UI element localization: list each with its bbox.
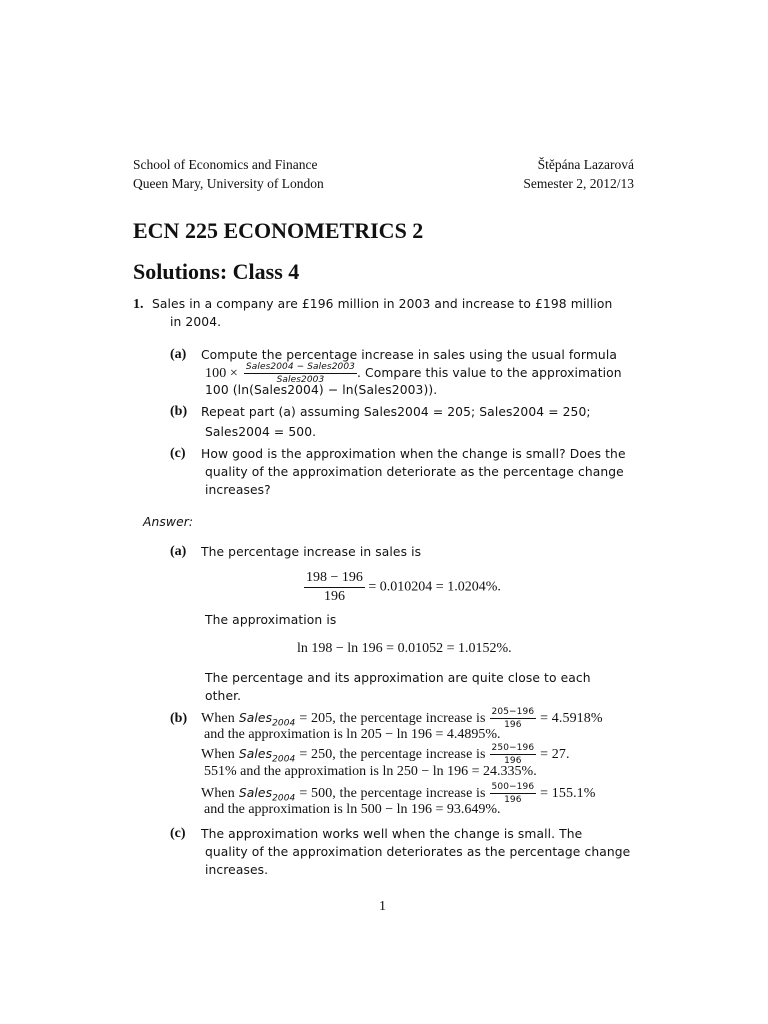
- equation1-denominator: 196: [323, 589, 345, 604]
- equation1-numerator: 198 − 196: [304, 570, 365, 588]
- b-line1-mid: = 205, the percentage increase is: [299, 711, 486, 726]
- question-a-formula: [205, 362, 622, 385]
- b-line5-denominator: 196: [504, 795, 522, 805]
- b-line5-when: When: [201, 786, 235, 801]
- answer-a-equation1: [304, 570, 501, 605]
- question-c-line3: increases?: [205, 483, 271, 497]
- question-text-line1: Sales in a company are £196 million in 2003 and increase to £198 million: [152, 297, 613, 311]
- semester: Semester 2, 2012/13: [523, 176, 634, 191]
- solutions-title: Solutions: Class 4: [133, 259, 300, 284]
- answer-b-line2: and the approximation is ln 205 − ln 196 = 4.4895%.: [204, 727, 501, 742]
- b-line3-when: When: [201, 747, 235, 762]
- question-c-line1: How good is the approximation when the change is small? Does the: [201, 447, 626, 461]
- b-line5-sales-var: Sales$_{2004}$: [238, 786, 296, 804]
- b-line1-denominator: 196: [504, 720, 522, 730]
- answer-a-line1: The percentage increase in sales is: [201, 545, 422, 559]
- b-line1-sales-var: Sales$_{2004}$: [238, 711, 296, 729]
- b-line1-result: = 4.5918%: [540, 711, 603, 726]
- course-title: ECN 225 ECONOMETRICS 2: [133, 218, 424, 243]
- answer-a-line4: other.: [205, 689, 242, 703]
- b-line3-numerator: 250−196: [491, 743, 535, 753]
- author-name: Štěpána Lazarová: [537, 157, 634, 172]
- b-line5-result: = 155.1%: [540, 786, 596, 801]
- answer-b-label: (b): [170, 711, 188, 726]
- answer-a-line3: The percentage and its approximation are quite close to each: [205, 671, 591, 685]
- question-c-label: (c): [170, 446, 186, 461]
- formula-denominator: Sales2003: [276, 375, 325, 385]
- answer-c-line2: quality of the approximation deteriorates as the percentage change: [205, 845, 631, 859]
- question-number: 1.: [133, 297, 144, 312]
- question-a-line2-suffix: . Compare this value to the approximation: [357, 366, 622, 380]
- question-b-line1: Repeat part (a) assuming Sales2004 = 205; Sales2004 = 250;: [201, 405, 591, 419]
- answer-b-line3: [201, 743, 570, 766]
- question-a-label: (a): [170, 347, 187, 362]
- b-line5-mid: = 500, the percentage increase is: [299, 786, 486, 801]
- answer-a-label: (a): [170, 544, 187, 559]
- answer-b-line4: 551% and the approximation is ln 250 − ln 196 = 24.335%.: [204, 764, 537, 779]
- answer-c-line1: The approximation works well when the change is small. The: [201, 827, 583, 841]
- university-name: Queen Mary, University of London: [133, 176, 324, 191]
- b-line3-sales-var: Sales$_{2004}$: [238, 747, 296, 765]
- page-number: 1: [379, 899, 386, 914]
- formula-fraction: [244, 362, 357, 385]
- question-b-label: (b): [170, 404, 188, 419]
- b-line3-fraction: [490, 743, 537, 766]
- answer-a-line2: The approximation is: [205, 613, 337, 627]
- answer-a-equation2: ln 198 − ln 196 = 0.01052 = 1.0152%.: [297, 641, 512, 656]
- b-line3-denominator: 196: [504, 756, 522, 766]
- answer-heading: Answer:: [143, 515, 194, 529]
- question-a-line1: Compute the percentage increase in sales using the usual formula: [201, 348, 617, 362]
- question-b-line2: Sales2004 = 500.: [205, 425, 317, 439]
- b-line1-numerator: 205−196: [491, 707, 535, 717]
- answer-b-line6: and the approximation is ln 500 − ln 196 = 93.649%.: [204, 802, 501, 817]
- question-a-line3: 100 (ln(Sales2004) − ln(Sales2003)).: [205, 383, 438, 397]
- question-c-line2: quality of the approximation deteriorate as the percentage change: [205, 465, 624, 479]
- school-name: School of Economics and Finance: [133, 157, 318, 172]
- question-text-line2: in 2004.: [170, 315, 222, 329]
- b-line3-result: = 27.: [540, 747, 570, 762]
- b-line5-numerator: 500−196: [491, 782, 535, 792]
- answer-c-line3: increases.: [205, 863, 269, 877]
- answer-c-label: (c): [170, 826, 186, 841]
- b-line1-when: When: [201, 711, 235, 726]
- b-line3-mid: = 250, the percentage increase is: [299, 747, 486, 762]
- formula-numerator: Sales2004 − Sales2003: [245, 362, 356, 372]
- equation1-result: = 0.010204 = 1.0204%.: [368, 579, 501, 595]
- equation1-fraction: [304, 570, 365, 605]
- formula-prefix: 100 ×: [205, 366, 238, 381]
